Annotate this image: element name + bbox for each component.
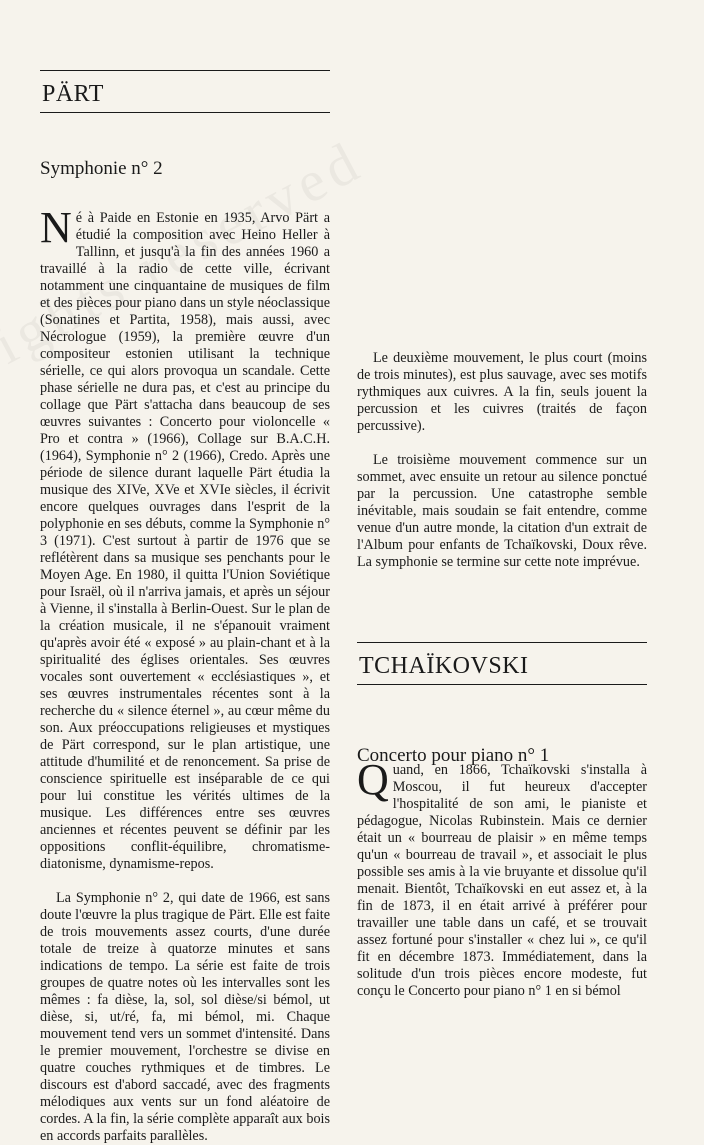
heading-rule-top <box>40 70 330 71</box>
heading-rule-bottom <box>357 684 647 685</box>
drop-cap: N <box>40 203 72 252</box>
paragraph-text: Le deuxième mouvement, le plus court (moins de trois minutes), est plus sauvage, avec ses motifs rythmiques aux cuivres. A la fin, seuls jouent la percussion et les cuivres (traités de façon percussive). <box>357 350 647 434</box>
paragraph-text: La Symphonie n° 2, qui date de 1966, est sans doute l'œuvre la plus tragique de Pärt. Elle est faite de trois mouvements assez courts, d'une durée totale de treize à quatorze minutes et sans indications de tempo. La série est faite de trois groupes de quatre notes où les intervalles sont les mêmes : fa dièse, la, sol, sol dièse/si bémol, ut dièse, si, ut/ré, fa, mi bémol, mi. Chaque mouvement tend vers un sommet d'intensité. Dans le premier mouvement, l'orchestre se divise en quatre couches rythmiques et de timbres. Le discours est d'abord saccadé, avec des fragments mélodiques aux vents sur un fond aléatoire de cordes. A la fin, la série complète apparaît aux bois en accords parfaits parallèles. <box>40 890 330 1144</box>
paragraph <box>357 452 647 571</box>
work-title-tchaikovski: Concerto pour piano n° 1 <box>357 745 550 766</box>
paragraph-text: é à Paide en Estonie en 1935, Arvo Pärt a étudié la composition avec Heino Heller à Tallinn, et jusqu'à la fin des années 1960 a travaillé à la radio de cette ville, écrivant notamment une cinquantaine de musiques de film et des pièces pour piano dans un style néoclassique (Sonatines et Partita, 1958), mais aussi, avec Nécrologue (1959), la première œuvre d'un compositeur estonien utilisant la technique sérielle, ce qui alors provoqua un scandale. Cette phase sérielle ne dura pas, et c'est au principe du collage que Pärt s'attacha dans beaucoup de ses œuvres suivantes : Concerto pour violoncelle « Pro et contra » (1966), Collage sur B.A.C.H. (1964), Symphonie n° 2 (1966), Credo. Après une période de silence durant laquelle Pärt étudia la musique des XIVe, XVe et XVIe siècles, il écrivit encore quelques ouvrages dans l'esprit de la polyphonie en ses débuts, comme la Symphonie n° 3 (1971). C'est surtout à partir de 1976 que se reflétèrent dans sa musique ses penchants pour le Moyen Age. En 1980, il quitta l'Union Soviétique pour Israël, où il n'arriva jamais, et après un séjour à Vienne, il s'installa à Berlin-Ouest. Sur le plan de la création musicale, il ne s'épanouit vraiment qu'après avoir été « exposé » au plain-chant et à la spiritualité des églises orientales. Ses œuvres vocales sont ouvertement « ecclésiastiques », et ses œuvres instrumentales récentes sont à la recherche du « silence éternel », au cœur même du son. Aux préoccupations religieuses et mystiques de Pärt correspond, sur le plan artistique, une attitude d'humilité et de renoncement. Sa prise de conscience spirituelle est inséparable de ce qui pour lui constitue les vérités ultimes de la musique. Les différences entre ses œuvres anciennes et récentes peuvent se définir par les oppositions conflit-équilibre, chromatisme-diatonisme, dynamisme-repos. <box>40 210 330 872</box>
heading-text: TCHAÏKOVSKI <box>359 653 529 679</box>
paragraph <box>357 755 647 1000</box>
drop-cap: Q <box>357 755 389 804</box>
paragraph <box>40 203 330 873</box>
paragraph <box>40 890 330 1145</box>
heading-text: PÄRT <box>42 81 104 107</box>
article-text-tchaikovski <box>357 755 647 1000</box>
paragraph <box>357 350 647 435</box>
article-text-part-cont <box>357 350 647 571</box>
article-text-part <box>40 203 330 1145</box>
work-title-part: Symphonie n° 2 <box>40 158 163 179</box>
heading-rule-top <box>357 642 647 643</box>
heading-rule-bottom <box>40 112 330 113</box>
paragraph-text: uand, en 1866, Tchaïkovski s'installa à Moscou, il fut heureux d'accepter l'hospitalité de son ami, le pianiste et pédagogue, Nicolas Rubinstein. Mais ce dernier était un « bourreau de plaisir » en même temps qu'un « bourreau de travail », et associait le plus possible ses amis à la vie bruyante et dissolue qu'il menait. Bientôt, Tchaïkovski en eut assez et, à la fin de 1873, il en était arrivé à préférer pour travailler une table dans un café, et se trouvait assez fortuné pour s'installer « chez lui », ce qu'il fit en décembre 1873. Immédiatement, dans la solitude d'un trois pièces encore modeste, fut conçu le Concerto pour piano n° 1 en si bémol <box>357 762 647 999</box>
paragraph-text: Le troisième mouvement commence sur un sommet, avec ensuite un retour au silence ponctué par la percussion. Une catastrophe semble inévitable, mais soudain se fait entendre, comme venue d'un autre monde, la citation d'un extrait de l'Album pour enfants de Tchaïkovski, Doux rêve. La symphonie se termine sur cette note imprévue. <box>357 452 647 570</box>
